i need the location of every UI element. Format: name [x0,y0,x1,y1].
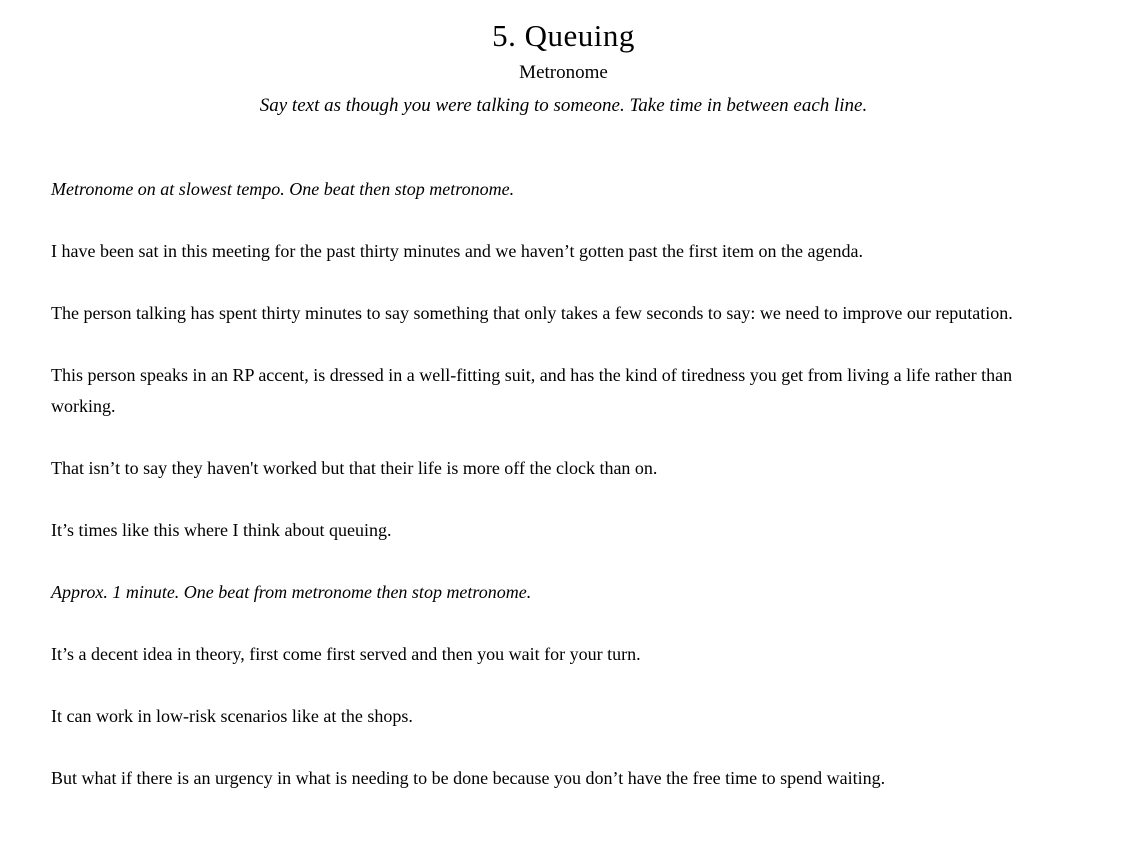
paragraph: I have been sat in this meeting for the past thirty minutes and we haven’t gotten past the first item on the agenda. [51,241,863,261]
stage-direction: Approx. 1 minute. One beat from metronome then stop metronome. [51,582,532,602]
paragraph: The person talking has spent thirty minutes to say something that only takes a few seconds to say: we need to improve our reputation. [51,303,1013,323]
paragraph: That isn’t to say they haven't worked but that their life is more off the clock than on. [51,458,658,478]
stage-direction: Metronome on at slowest tempo. One beat then stop metronome. [51,179,515,199]
paragraph: It’s times like this where I think about queuing. [51,520,392,540]
page-subtitle: Metronome [519,62,608,83]
instruction-line: Say text as though you were talking to someone. Take time in between each line. [259,95,868,116]
page-title: 5. Queuing [492,18,635,53]
paragraph: But what if there is an urgency in what is needing to be done because you don’t have the free time to spend waiting. [51,768,886,788]
paragraph: This person speaks in an RP accent, is dressed in a well-fitting suit, and has the kind of tiredness you get from living a life rather than working. [51,365,1013,416]
script-body [51,174,1076,794]
paragraph: It’s a decent idea in theory, first come first served and then you wait for your turn. [51,644,641,664]
paragraph: It can work in low-risk scenarios like at the shops. [51,706,413,726]
